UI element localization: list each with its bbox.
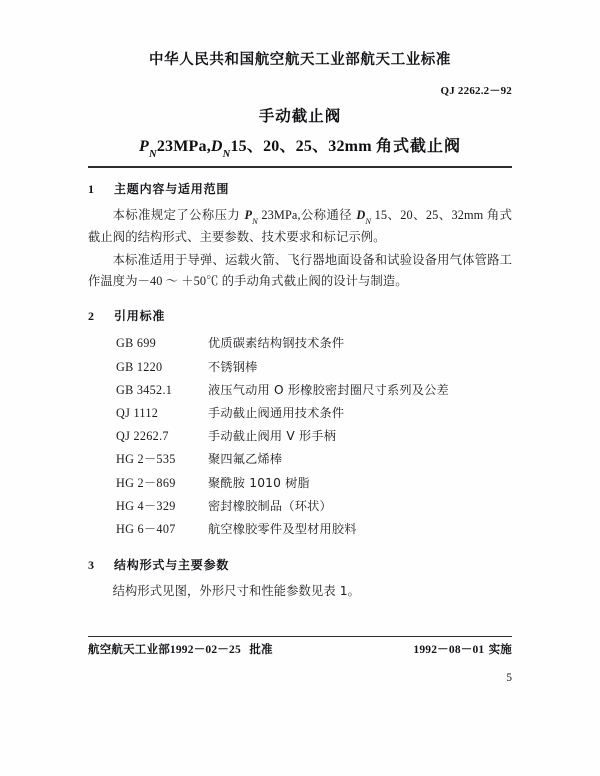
reference-code: GB 699 (116, 336, 157, 351)
section-1-paragraph-1 (88, 205, 512, 248)
section-heading-2 (88, 307, 512, 324)
reference-standards-list (88, 332, 512, 541)
reference-title: 不锈钢棒 (208, 359, 258, 374)
approval-action-label: 批准 (249, 642, 273, 656)
section-title-2: 引用标准 (114, 309, 166, 324)
text-run: 本标准适用于导弹、运载火箭、飞行器地面设备和试验设备用气体管路工作温度为 (88, 253, 512, 289)
page-number: 5 (506, 672, 512, 684)
implementation-date: 1992－08－01 (413, 644, 485, 656)
document-title-sub (88, 133, 512, 161)
pressure-subscript: N (149, 149, 157, 161)
list-item (88, 356, 512, 379)
text-run: N (365, 216, 372, 227)
list-item (88, 379, 512, 402)
text-run: P (244, 208, 253, 222)
document-body (88, 180, 512, 604)
implementation-action-label: 实施 (488, 642, 512, 656)
section-1-paragraph-2 (88, 250, 512, 292)
text-run: 23MPa, (257, 208, 301, 222)
reference-code: HG 4－329 (116, 498, 176, 513)
section-heading-3 (88, 556, 512, 573)
valve-type-label: 角式截止阀 (375, 136, 461, 155)
section-number-3: 3 (88, 558, 94, 573)
section-title-1: 主题内容与适用范围 (114, 182, 230, 196)
text-run: 公称通径 (300, 208, 357, 222)
list-item (88, 518, 512, 541)
reference-code: GB 1220 (116, 359, 163, 374)
section-number-2: 2 (88, 309, 94, 324)
pressure-symbol: P (139, 138, 150, 155)
diameter-subscript: N (222, 149, 231, 161)
text-run: 本标准规定了公称压力 (112, 208, 245, 222)
section-title-3: 结构形式与主要参数 (114, 558, 230, 573)
document-footer (88, 641, 512, 657)
section-3-paragraph-1 (88, 581, 512, 602)
reference-title: 手动截止阀用 V 形手柄 (208, 429, 337, 444)
reference-code: QJ 1112 (116, 406, 159, 420)
approval-date: 1992－02－25 (169, 644, 241, 656)
list-item (88, 495, 512, 518)
reference-title: 优质碳素结构钢技术条件 (208, 336, 345, 351)
section-number-1: 1 (88, 182, 94, 196)
reference-code: HG 2－869 (116, 475, 176, 490)
pressure-value: 23MPa, (156, 138, 211, 155)
reference-code: HG 2－535 (116, 452, 176, 467)
list-item (88, 402, 512, 425)
list-item (88, 448, 512, 471)
document-title-main: 手动截止阀 (258, 107, 342, 125)
list-item (88, 472, 512, 495)
reference-title: 密封橡胶制品（环状） (208, 498, 332, 513)
diameter-symbol: D (210, 138, 223, 155)
list-item (88, 332, 512, 355)
standard-number: QJ 2262.2－92 (440, 85, 512, 97)
diameter-sizes: 15、20、25、32mm (230, 138, 372, 155)
reference-title: 聚酰胺 1010 树脂 (208, 475, 310, 490)
text-run: N (252, 216, 258, 227)
header-divider-rule (88, 166, 512, 168)
reference-code: QJ 2262.7 (116, 429, 169, 444)
text-run: 的手动角式截止阀的设计与制造。 (221, 274, 408, 289)
approving-agency: 航空航天工业部 (88, 642, 170, 656)
reference-title: 液压气动用 O 形橡胶密封圈尺寸系列及公差 (208, 382, 449, 397)
text-run: 15、20、25、32mm (371, 208, 487, 222)
text-run: 结构形式见图，外形尺寸和性能参数见表 1。 (112, 584, 361, 599)
list-item (88, 425, 512, 448)
footer-divider-rule (88, 636, 512, 637)
section-heading-1 (88, 180, 512, 197)
reference-title: 聚四氟乙烯棒 (208, 452, 283, 467)
reference-title: 航空橡胶零件及型材用胶料 (208, 521, 357, 536)
reference-title: 手动截止阀通用技术条件 (208, 406, 345, 420)
reference-code: HG 6－407 (116, 521, 176, 536)
text-run: －40 ～ ＋50℃ (137, 274, 222, 289)
issuing-authority: 中华人民共和国航空航天工业部航天工业标准 (149, 52, 451, 68)
reference-code: GB 3452.1 (116, 382, 173, 397)
text-run: D (356, 208, 366, 222)
text-run: 角式截止阀的结构形式、主要参数、技术要求和标记示例。 (88, 208, 512, 245)
document-header (88, 48, 512, 161)
footer-approval (88, 641, 273, 657)
footer-implementation (413, 641, 512, 657)
